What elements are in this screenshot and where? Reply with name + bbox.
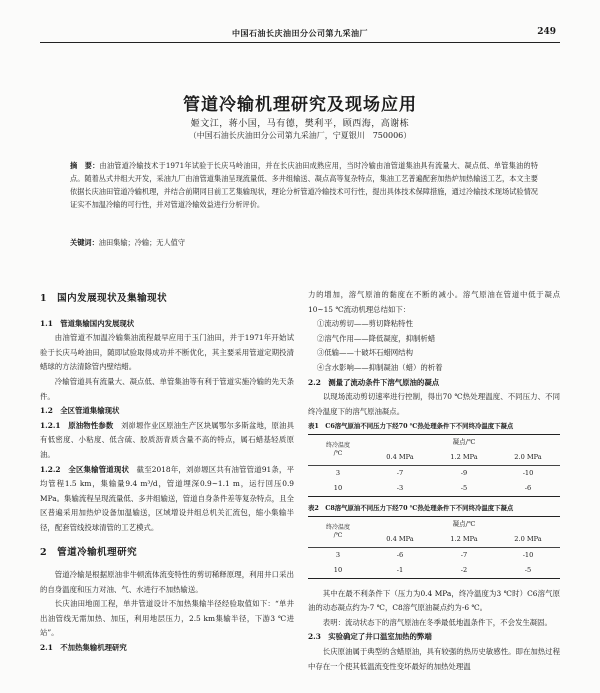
- page-header: [40, 28, 560, 43]
- paragraph-1-2-1: [40, 419, 294, 463]
- right-column: [308, 288, 560, 674]
- subsection-2-2: 2.2 测量了流动条件下溶气原油的凝点: [308, 377, 440, 387]
- paragraph: 长庆原油属于典型的含蜡原油，具有较强的热历史敏感性。即在加热过程中存在一个使其低温流变性变坏最好的加热处理温: [308, 646, 560, 671]
- paragraph: 其中在最不利条件下（压力为0.4 MPa，终冷温度为3 ℃时）C6溶气原油的动态凝点约为-7 ℃，C8溶气原油凝点约为-6 ℃。: [308, 588, 560, 613]
- table-cell: 3: [335, 550, 341, 559]
- table-cell: -5: [496, 563, 560, 579]
- section-1-heading: 1 国内发展现状及集输现状: [40, 293, 168, 304]
- table-row: [308, 465, 560, 481]
- label-1-2-1: 1.2.1 原油物性参数: [40, 420, 114, 430]
- table-row: [308, 563, 560, 579]
- paragraph: 以现场流动剪切速率进行控制，得出70 ℃热处理温度、不同压力、不同终冷温度下的溶气原油凝点。: [308, 392, 560, 416]
- table-cell: 3: [335, 469, 341, 478]
- table-header-pressure: 0.4 MPa: [368, 450, 432, 466]
- table-cell: -3: [368, 481, 432, 497]
- table-header-pressure: 0.4 MPa: [368, 532, 432, 548]
- subsection-1-2: 1.2 全区管道集输现状: [40, 406, 120, 416]
- table-cell: -6: [396, 550, 404, 559]
- table-header-pressure: 1.2 MPa: [432, 450, 496, 466]
- table-cell: -10: [522, 469, 534, 478]
- paragraph: 由油管道不加温冷输集油流程最早应用于玉门油田，并于1971年开始试验于长庆马岭油田，随即试验取得成功并不断优化，其主要采用管道定期投清蜡球的方法清除管内壁结蜡。: [40, 333, 294, 372]
- abstract-text: 由油管道冷输技术于1971年试验于长庆马岭油田，并在长庆油田成熟应用，当时冷输由油管道集油具有流量大、凝点低、单管集油的特点。随着丛式井组大开发，采油九厂由油管道集油呈现流量低、多井组输送、凝点高等复杂特点，集油工艺普遍配套加热炉加热输送工艺，本文主要依据长庆油田管道冷输机理，并结合前期同目前工艺集输现状，理论分析管道冷输技术可行性，提出具体技术保障措施，通过冷输技术现场试验情况证实不加温冷输的可行性，并对管道冷输效益进行分析评价。: [70, 161, 538, 209]
- table-cell: -7: [396, 469, 404, 478]
- section-2-heading: 2 管道冷输机理研究: [40, 546, 138, 558]
- paragraph: 表明：流动状态下的溶气原油在冬季最低地温条件下，不会发生凝固。: [322, 617, 552, 627]
- list-item: ③低输——十破坏石蜡网结构: [316, 348, 413, 358]
- paragraph: 力的增加，溶气原油的黏度在不断的减小。溶气原油在管道中低于凝点10~15 ℃流动机理总结如下：: [308, 290, 560, 314]
- paper-title: 管道冷输机理研究及现场应用: [183, 95, 417, 115]
- paragraph: 管道冷输是根据原油非牛顿流体流变特性的剪切稀释原理，利用井口采出的自身温度和压力对油、气、水进行不加热输送。: [40, 570, 294, 594]
- subsection-2-1: 2.1 不加热集输机理研究: [40, 643, 127, 653]
- list-item: ①流动剪切——剪切降粘特性: [316, 319, 413, 329]
- table-cell: -2: [432, 563, 496, 579]
- journal-name: 中国石油长庆油田分公司第九采油厂: [232, 28, 368, 38]
- table-header-temp: 终冷温度 /℃: [308, 516, 368, 547]
- authors: 姬文江，蒋小国，马有德，樊利平，顾西海，高谢栋: [190, 119, 410, 129]
- paragraph-1-2-2: [40, 463, 294, 536]
- table-1-title: 表1 C6溶气原油不同压力下经70 ℃热处理条件下不同终冷温度下凝点: [308, 422, 514, 431]
- table-row: [308, 547, 560, 563]
- label-1-2-2: 1.2.2 全区集输管道现状: [40, 464, 130, 474]
- list-item: ④含水影响——抑制凝油（蜡）的析着: [316, 362, 443, 372]
- table-cell: 10: [308, 563, 368, 579]
- subsection-1-1: 1.1 管道集输国内发展现状: [40, 318, 135, 328]
- subsection-2-3: 2.3 实验确定了井口温室加热的弊端: [308, 632, 432, 642]
- table-cell: -6: [496, 481, 560, 497]
- table-2: [308, 516, 560, 579]
- table-header-group: 凝点/℃: [368, 516, 560, 532]
- page-number: 249: [537, 27, 556, 37]
- table-cell: 10: [308, 481, 368, 497]
- table-2-title: 表2 C8溶气原油不同压力下经70 ℃热处理条件下不同终冷温度下凝点: [308, 503, 514, 512]
- table-cell: -1: [368, 563, 432, 579]
- keywords-text: 油田集输；冷输；无人值守: [98, 238, 186, 247]
- paragraph: 冷输管道具有流量大、凝点低、单管集油等有利于管道实施冷输的先天条件。: [40, 376, 294, 401]
- table-1: [308, 434, 560, 497]
- text-1-2-1: 刘峁塬作业区原油生产区块属鄂尔多斯盆地，原油具有低密度、小粘度、低含硫、胶质沥青质含量不高的特点，属石蜡基轻质原油。: [40, 420, 294, 459]
- table-cell: -9: [460, 469, 468, 478]
- table-header-pressure: 2.0 MPa: [496, 450, 560, 466]
- paragraph: 长庆油田地面工程，单井管道设计不加热集输半径经验取值如下：“单井出油管线无需加热、加压，利用地层压力，2.5 km集输半径，下游3 ℃进站”。: [40, 599, 294, 638]
- affiliation: （中国石油长庆油田分公司第九采油厂，宁夏银川 750006）: [188, 131, 412, 140]
- list-item: ②溶气作用——降低凝度，抑制析蜡: [316, 333, 436, 343]
- table-header-pressure: 2.0 MPa: [496, 532, 560, 548]
- table-header-temp: 终冷温度 /℃: [308, 434, 368, 465]
- keywords-label: 关键词：: [70, 238, 99, 247]
- table-header-group: 凝点/℃: [368, 434, 560, 450]
- abstract-label: 摘 要：: [70, 161, 100, 170]
- table-header-pressure: 1.2 MPa: [432, 532, 496, 548]
- keywords: [70, 238, 538, 248]
- abstract: [70, 159, 538, 211]
- left-column: [40, 292, 294, 656]
- text-1-2-2: 截至2018年，刘峁塬区共有油管管道91条，平均管程1.5 km，集输量9.4 m³/d，管道埋深0.9~1.1 m，运行回压0.9 MPa。集输流程呈现流量低、多井组输送，管道自身条件差等复杂特点，且全区普遍采用加热炉设备加温输送，区域增设井组总机关汇流包，缩小集输半径，配套管线投球清管的工艺模式。: [40, 464, 294, 532]
- table-row: [308, 481, 560, 497]
- table-cell: -7: [460, 550, 468, 559]
- table-cell: -10: [522, 550, 534, 559]
- table-cell: -5: [432, 481, 496, 497]
